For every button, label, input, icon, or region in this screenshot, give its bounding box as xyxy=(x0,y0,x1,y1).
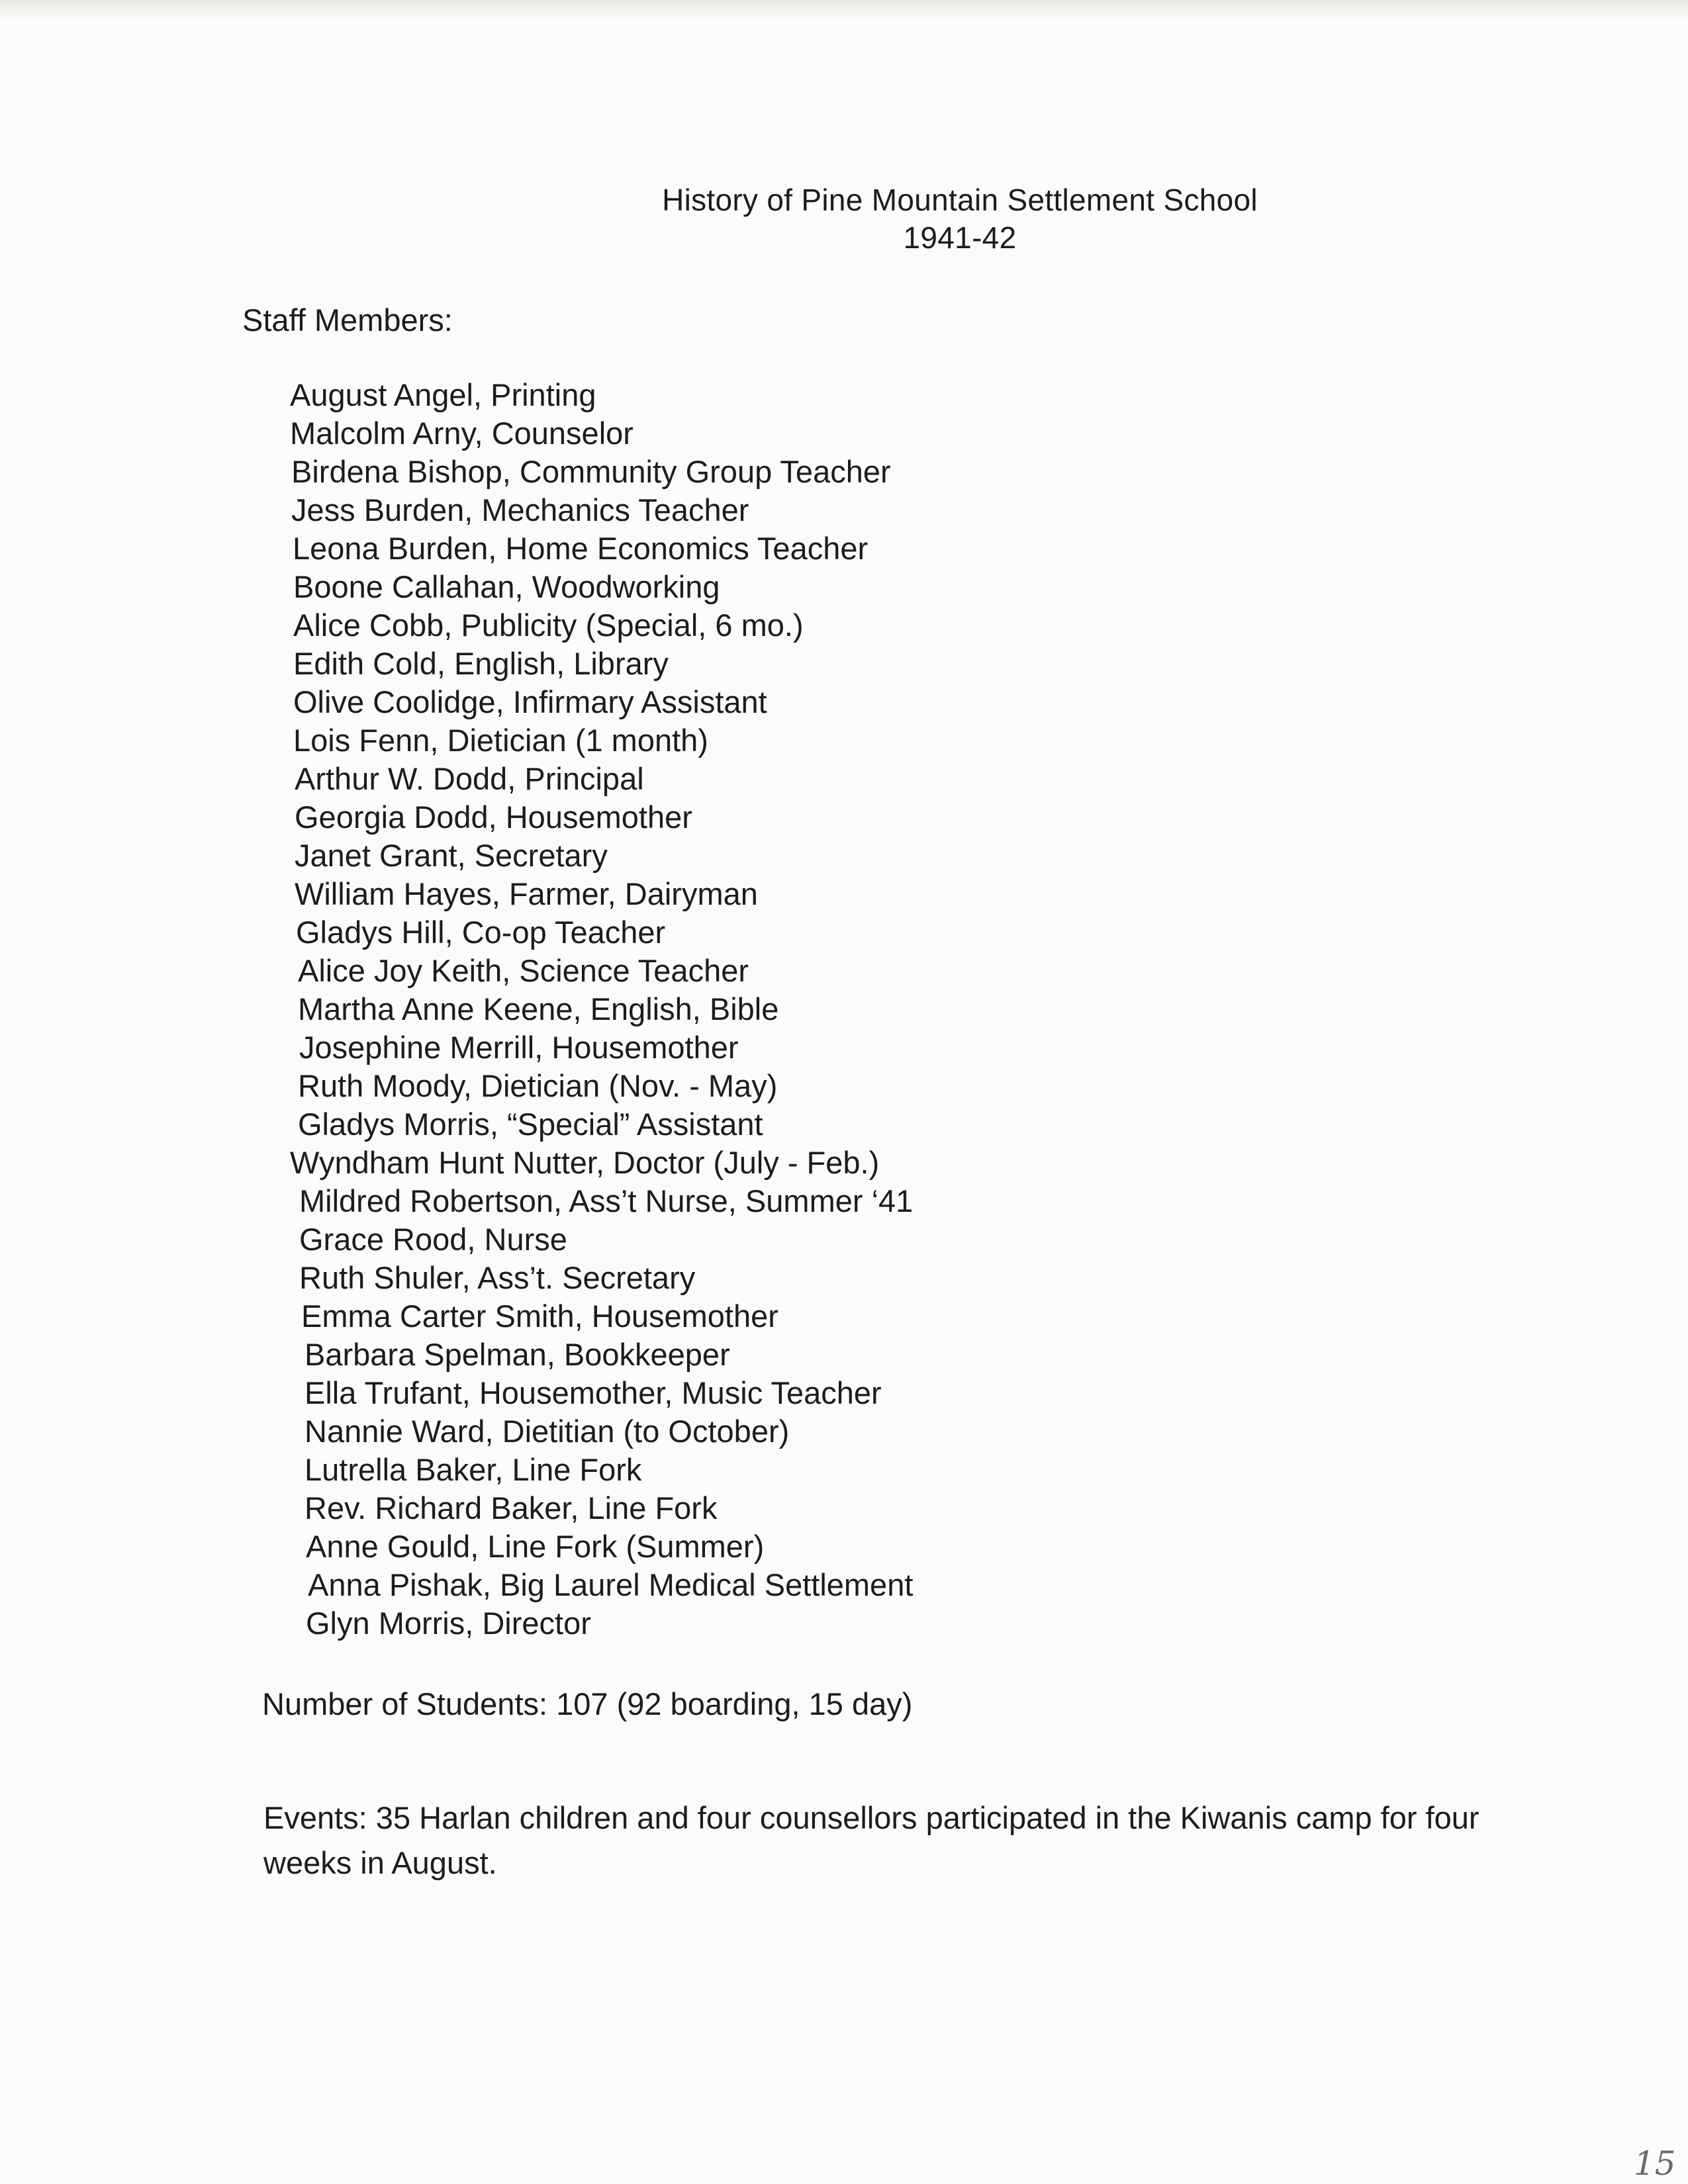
scan-edge-shadow xyxy=(0,0,1688,20)
staff-heading: Staff Members: xyxy=(242,302,453,338)
staff-entry: Anne Gould, Line Fork (Summer) xyxy=(306,1529,765,1564)
staff-entry: Josephine Merrill, Housemother xyxy=(299,1030,739,1065)
events-paragraph: Events: 35 Harlan children and four counsellors participated in the Kiwanis camp for four weeks in August. xyxy=(263,1800,1479,1880)
staff-entry: Edith Cold, English, Library xyxy=(293,646,669,681)
staff-entry: Mildred Robertson, Ass’t Nurse, Summer ‘41 xyxy=(299,1183,914,1218)
staff-entry: Leona Burden, Home Economics Teacher xyxy=(293,531,868,566)
staff-entry: Arthur W. Dodd, Principal xyxy=(295,761,644,796)
staff-entry: Ella Trufant, Housemother, Music Teacher xyxy=(305,1375,882,1410)
staff-entry: Anna Pishak, Big Laurel Medical Settlement xyxy=(308,1567,914,1602)
staff-entry: Ruth Moody, Dietician (Nov. - May) xyxy=(298,1068,778,1103)
staff-entry: Glyn Morris, Director xyxy=(306,1606,591,1641)
staff-entry: Lois Fenn, Dietician (1 month) xyxy=(293,723,708,758)
staff-entry: Alice Cobb, Publicity (Special, 6 mo.) xyxy=(293,608,804,643)
staff-entry: Boone Callahan, Woodworking xyxy=(293,569,720,604)
staff-entry: Janet Grant, Secretary xyxy=(295,838,608,873)
page-number: 15 xyxy=(1634,2144,1676,2183)
staff-entry: Jess Burden, Mechanics Teacher xyxy=(291,492,749,527)
document-title: History of Pine Mountain Settlement School xyxy=(662,183,1258,217)
staff-entry: William Hayes, Farmer, Dairyman xyxy=(295,876,758,911)
staff-entry: Grace Rood, Nurse xyxy=(299,1222,567,1257)
staff-entry: Lutrella Baker, Line Fork xyxy=(305,1452,642,1487)
staff-entry: Olive Coolidge, Infirmary Assistant xyxy=(293,684,767,719)
staff-entry: Georgia Dodd, Housemother xyxy=(295,799,692,835)
staff-entry: Barbara Spelman, Bookkeeper xyxy=(305,1337,730,1372)
staff-entry: Rev. Richard Baker, Line Fork xyxy=(305,1490,718,1525)
staff-entry: Alice Joy Keith, Science Teacher xyxy=(298,953,749,988)
staff-entry: Gladys Morris, “Special” Assistant xyxy=(298,1107,763,1142)
staff-entry: August Angel, Printing xyxy=(290,377,596,412)
staff-entry: Wyndham Hunt Nutter, Doctor (July - Feb.) xyxy=(290,1145,880,1180)
staff-entry: Malcolm Arny, Counselor xyxy=(290,416,633,451)
staff-entry: Gladys Hill, Co-op Teacher xyxy=(296,915,666,950)
staff-entry: Martha Anne Keene, English, Bible xyxy=(298,991,779,1026)
staff-entry: Nannie Ward, Dietitian (to October) xyxy=(305,1414,790,1449)
number-of-students: Number of Students: 107 (92 boarding, 15 day) xyxy=(262,1686,913,1721)
staff-entry: Emma Carter Smith, Housemother xyxy=(301,1298,778,1334)
document-year: 1941-42 xyxy=(903,220,1017,255)
staff-entry: Birdena Bishop, Community Group Teacher xyxy=(291,454,891,489)
staff-entry: Ruth Shuler, Ass’t. Secretary xyxy=(299,1260,696,1295)
